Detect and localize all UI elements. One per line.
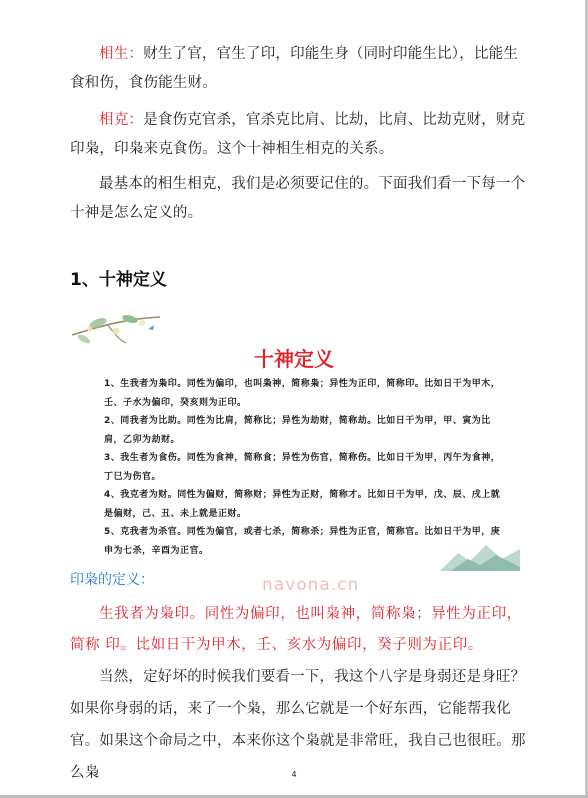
definition-item: 5、克我者为杀官。同性为偏官，或者七杀，简称杀；异性为正官，简称官。比如日干为甲，庚申为七杀，辛酉为正官。 xyxy=(104,527,501,556)
definition-card-image xyxy=(68,309,520,571)
definition-item: 3、我生者为食伤。同性为食神，简称食；异性为伤官，简称伤。比如日干为甲，丙午为食神，丁巳为伤官。 xyxy=(104,453,501,482)
paragraph-intro xyxy=(70,170,532,228)
definition-item: 2、同我者为比助。同性为比肩，简称比；异性为劫财，简称劫。比如日干为甲，甲、寅为比肩，乙卯为劫财。 xyxy=(104,416,491,445)
body-paragraph: 当然，定好坏的时候我们要看一下，我这个八字是身弱还是身旺？如果你身弱的话，来了一个枭，那么它就是一个好东西，它能帮我化官。如果这个命局之中，本来你这个枭就是非常旺，我自己也很旺。那么枭 xyxy=(70,669,526,781)
mountain-landscape-icon xyxy=(440,537,520,571)
paragraph-text: 财生了官，官生了印，印能生身（同时印能生比），比能生食和伤，食伤能生财。 xyxy=(70,46,519,91)
definition-item: 1、生我者为枭印。同性为偏印，也叫枭神，简称枭；异性为正印，简称印。比如日干为甲木，壬、子水为偏印，癸亥则为正印。 xyxy=(104,379,501,408)
subheading: 印枭的定义： xyxy=(70,572,154,588)
paragraph-xiangsheng xyxy=(70,40,532,98)
paragraph-text: 最基本的相生相克，我们是必须要记住的。下面我们看一下每一个十神是怎么定义的。 xyxy=(70,176,526,221)
card-title: 十神定义 xyxy=(254,347,334,371)
term-label: 相生： xyxy=(99,46,144,62)
section-heading: 1、十神定义 xyxy=(70,270,167,290)
page-number: 4 xyxy=(291,770,297,779)
watermark: navona.cn xyxy=(262,575,360,595)
paragraph-xiangke xyxy=(70,106,532,164)
quote-paragraph: 生我者为枭印。同性为偏印，也叫枭神，简称枭；异性为正印，简称 印。比如日干为甲木，壬、亥水为偏印，癸子则为正印。 xyxy=(70,606,522,653)
paragraph-text: 是食伤克官杀，官杀克比肩、比劫，比肩、比劫克财，财克印枭，印枭来克食伤。这个十神相生相克的关系。 xyxy=(70,112,526,157)
definition-item: 4、我克者为财。同性为偏财，简称财；异性为正财，简称才。比如日干为甲，戊、辰、戌上就是偏财，己、丑、未上就是正财。 xyxy=(104,490,501,519)
term-label: 相克： xyxy=(99,112,144,128)
definition-list xyxy=(104,375,504,560)
